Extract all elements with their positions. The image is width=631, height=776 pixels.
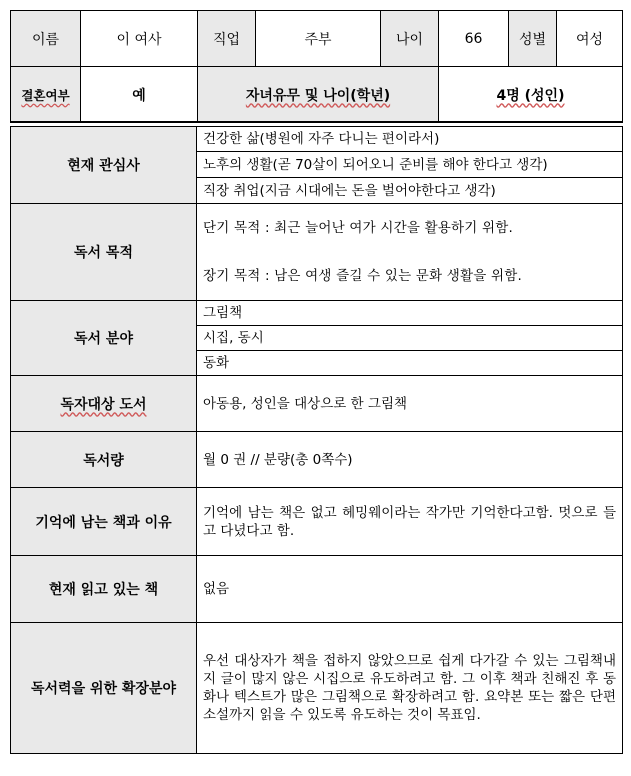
target-value: 아동용, 성인을 대상으로 한 그림책	[197, 376, 623, 432]
genre-item: 시집, 동시	[197, 326, 623, 351]
memory-value: 기억에 남는 책은 없고 헤밍웨이라는 작가만 기억한다고함. 멋으로 들고 다녔다고 함.	[197, 488, 623, 556]
name-value: 이 여사	[81, 11, 198, 67]
genre-label: 독서 분야	[11, 301, 197, 376]
married-value: 예	[81, 67, 198, 123]
amount-label: 독서량	[11, 432, 197, 488]
purpose-long: 장기 목적 : 남은 여생 즐길 수 있는 문화 생활을 위함.	[197, 252, 623, 301]
genre-item: 동화	[197, 351, 623, 376]
profile-detail-table	[10, 126, 623, 754]
current-value: 없음	[197, 556, 623, 623]
married-label-text: 결혼여부	[21, 87, 70, 103]
children-value	[439, 67, 623, 123]
name-label: 이름	[11, 11, 81, 67]
purpose-label: 독서 목적	[11, 204, 197, 301]
children-label	[198, 67, 439, 123]
interest-item: 건강한 삶(병원에 자주 다니는 편이라서)	[197, 127, 623, 152]
interest-item: 노후의 생활(곧 70살이 되어오니 준비를 해야 한다고 생각)	[197, 152, 623, 178]
target-label-text: 독자대상 도서	[60, 396, 147, 413]
job-value: 주부	[256, 11, 381, 67]
age-value: 66	[439, 11, 509, 67]
interest-label: 현재 관심사	[11, 127, 197, 204]
gender-label: 성별	[509, 11, 557, 67]
job-label: 직업	[198, 11, 256, 67]
amount-value: 월 0 권 // 분량(총 0쪽수)	[197, 432, 623, 488]
purpose-short: 단기 목적 : 최근 늘어난 여가 시간을 활용하기 위함.	[197, 204, 623, 253]
interest-item: 직장 취업(지금 시대에는 돈을 벌어야한다고 생각)	[197, 178, 623, 204]
target-label	[11, 376, 197, 432]
memory-label: 기억에 남는 책과 이유	[11, 488, 197, 556]
profile-header-table	[10, 10, 623, 123]
section-divider	[10, 121, 622, 122]
gender-value: 여성	[557, 11, 623, 67]
children-label-text: 자녀유무 및 나이(학년)	[245, 87, 391, 104]
genre-item: 그림책	[197, 301, 623, 326]
children-value-text: 4명 (성인)	[496, 87, 565, 104]
age-label: 나이	[381, 11, 439, 67]
expand-value: 우선 대상자가 책을 접하지 않았으므로 쉽게 다가갈 수 있는 그림책내지 글이 많지 않은 시집으로 유도하려고 함. 그 이후 책과 친해진 후 동화나 텍스트가 많은 그림책으로 확장하려고 함. 요약본 또는 짧은 단편 소설까지 읽을 수 있도록 유도하는 것이 목표임.	[197, 623, 623, 754]
married-label	[11, 67, 81, 123]
current-label: 현재 읽고 있는 책	[11, 556, 197, 623]
expand-label: 독서력을 위한 확장분야	[11, 623, 197, 754]
